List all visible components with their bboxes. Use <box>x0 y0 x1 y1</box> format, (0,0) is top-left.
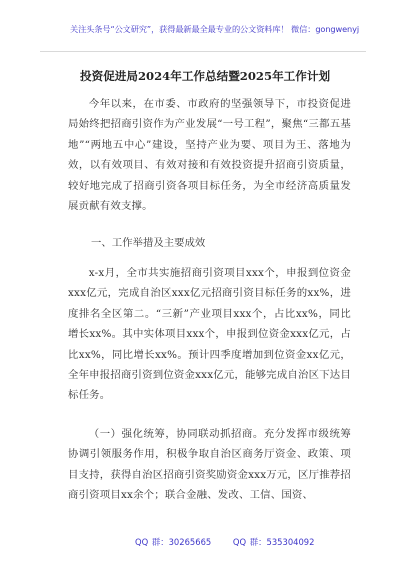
footer-qq-group-2: QQ 群：535304092 <box>232 537 315 547</box>
intro-paragraph: 今年以来，在市委、市政府的坚强领导下，市投资促进局始终把招商引资作为产业发展“一号工程”，聚焦“三都五基地”“两地五中心”建设，坚持产业为要、项目为王、落地为效，以有效项目、有效对接和有效投资提升招商引资质量，较好地完成了招商引资各项目标任务，为全市经济高质量发展贡献有效支撑。 <box>68 98 351 213</box>
footer-contacts <box>135 536 332 548</box>
subsection-1-body: （一）强化统筹，协同联动抓招商。充分发挥市级统筹协调引领服务作用，积极争取自治区商务厅资金、政策、项目支持，获得自治区招商引资奖励资金xxx万元，区厅推荐招商引资项目xx余个；联合金融、发改、工信、国资、 <box>68 428 351 502</box>
promo-banner: 关注头条号“公文研究”，获得最新最全最专业的公文资料库！ 微信：gongwenyj <box>70 24 360 34</box>
section-1-body: x-x月，全市共实施招商引资项目xxx个，申报到位资金xxx亿元，完成自治区xxx亿元招商引资目标任务的xx%，进度排名全区第二。“三新”产业项目xxx个，占比xx%，同比增长xx%。其中实体项目xxx个，申报到位资金xxx亿元，占比xx%，同比增长xx%。预计四季度增加到位资金xx亿元，全年申报招商引资到位资金xxx亿元，能够完成自治区下达目标任务。 <box>68 267 351 402</box>
header-divider <box>40 51 366 52</box>
footer-qq-group-1: QQ 群：30265665 <box>135 537 212 547</box>
document-title: 投资促进局2024年工作总结暨2025年工作计划 <box>80 69 331 83</box>
section-heading-1: 一、工作举措及主要成效 <box>91 237 206 249</box>
